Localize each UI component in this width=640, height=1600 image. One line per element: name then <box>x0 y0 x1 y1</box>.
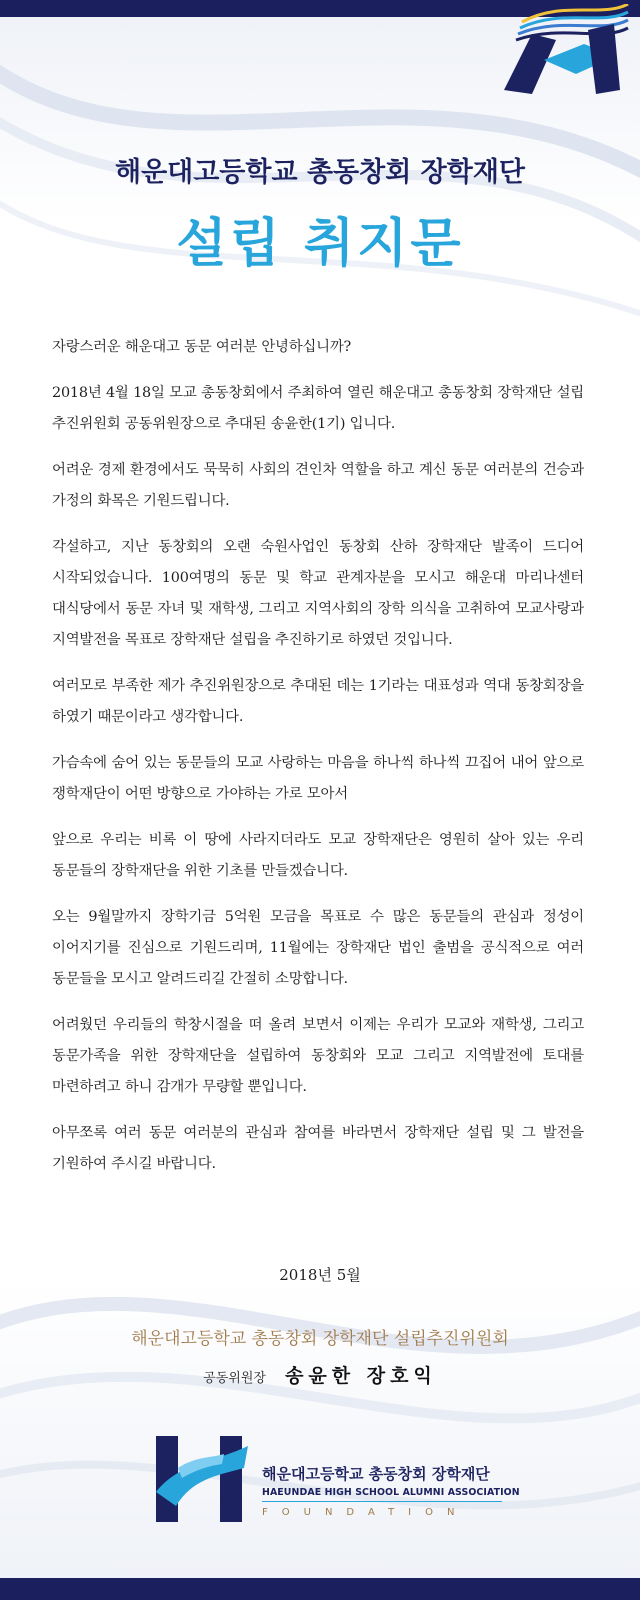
committee-name: 해운대고등학교 총동창회 장학재단 설립추진위원회 <box>131 1329 509 1349</box>
letter-date: 2018년 5월 <box>279 1266 361 1284</box>
organization-title: 해운대고등학교 총동창회 장학재단 <box>114 157 526 188</box>
paragraph-7: 앞으로 우리는 비록 이 땅에 사라지더라도 모교 장학재단은 영원히 살아 있는 우리 동문들의 장학재단을 위한 기초를 만들겠습니다. <box>52 832 584 879</box>
paragraph-4: 각설하고, 지난 동창회의 오랜 숙원사업인 동창회 산하 장학재단 발족이 드디어 시작되었습니다. 100여명의 동문 및 학교 관계자분을 모시고 해운대 마리나센터 대식당에서 동문 자녀 및 재학생, 그리고 지역사회의 장학 의식을 고취하여 모교사랑과 지역발전을 목표로 장학재단 설립을 추진하기로 하였던 것입니다. <box>52 539 584 648</box>
footer-foundation: FOUNDATION <box>262 1507 469 1518</box>
paragraph-2: 2018년 4월 18일 모교 총동창회에서 주최하여 열린 해운대고 총동창회 장학재단 설립 추진위원회 공동위원장으로 추대된 송윤한(1기) 입니다. <box>52 385 584 432</box>
signers <box>0 1361 640 1388</box>
paragraph-9: 어려웠던 우리들의 학창시절을 떠 올려 보면서 이제는 우리가 모교와 재학생, 그리고 동문가족을 위한 장학재단을 설립하여 동창회와 모교 그리고 지역발전에 토대를 마련하려고 하니 감개가 무량할 뿐입니다. <box>52 1017 584 1095</box>
signer-names: 송윤한 장호익 <box>285 1365 437 1387</box>
bottom-band <box>0 1578 640 1600</box>
signer-title: 공동위원장 <box>203 1371 266 1386</box>
document-title: 설립 취지문 <box>176 214 464 274</box>
letter-body <box>52 332 584 1195</box>
paragraph-6: 가슴속에 숨어 있는 동문들의 모교 사랑하는 마음을 하나씩 하나씩 끄집어 내어 앞으로 쟁학재단이 어떤 방향으로 가야하는 가로 모아서 <box>52 755 584 802</box>
footer-wordmark <box>262 1463 520 1518</box>
foundation-logo-mark <box>492 4 632 94</box>
paragraph-3: 어려운 경제 환경에서도 묵묵히 사회의 견인차 역할을 하고 계신 동문 여러분의 건승과 가정의 화목은 기원드립니다. <box>52 462 584 509</box>
paragraph-1: 자랑스러운 해운대고 동문 여러분 안녕하십니까? <box>52 339 352 355</box>
footer-name-korean: 해운대고등학교 총동창회 장학재단 <box>262 1465 490 1483</box>
footer-name-english: HAEUNDAE HIGH SCHOOL ALUMNI ASSOCIATION <box>262 1487 502 1502</box>
footer-logo-icon <box>152 1432 252 1524</box>
header <box>0 150 640 276</box>
paragraph-8: 오는 9월말까지 장학기금 5억원 모금을 목표로 수 많은 동문들의 관심과 정성이 이어지기를 진심으로 기원드리며, 11월에는 장학재단 법인 출범을 공식적으로 여러 동문들을 모시고 알려드리길 간절히 소망합니다. <box>52 909 584 987</box>
paragraph-10: 아무쪼록 여러 동문 여러분의 관심과 참여를 바라면서 장학재단 설립 및 그 발전을 기원하여 주시길 바랍니다. <box>52 1125 584 1172</box>
paragraph-5: 여러모로 부족한 제가 추진위원장으로 추대된 데는 1기라는 대표성과 역대 동창회장을 하였기 때문이라고 생각합니다. <box>52 678 584 725</box>
